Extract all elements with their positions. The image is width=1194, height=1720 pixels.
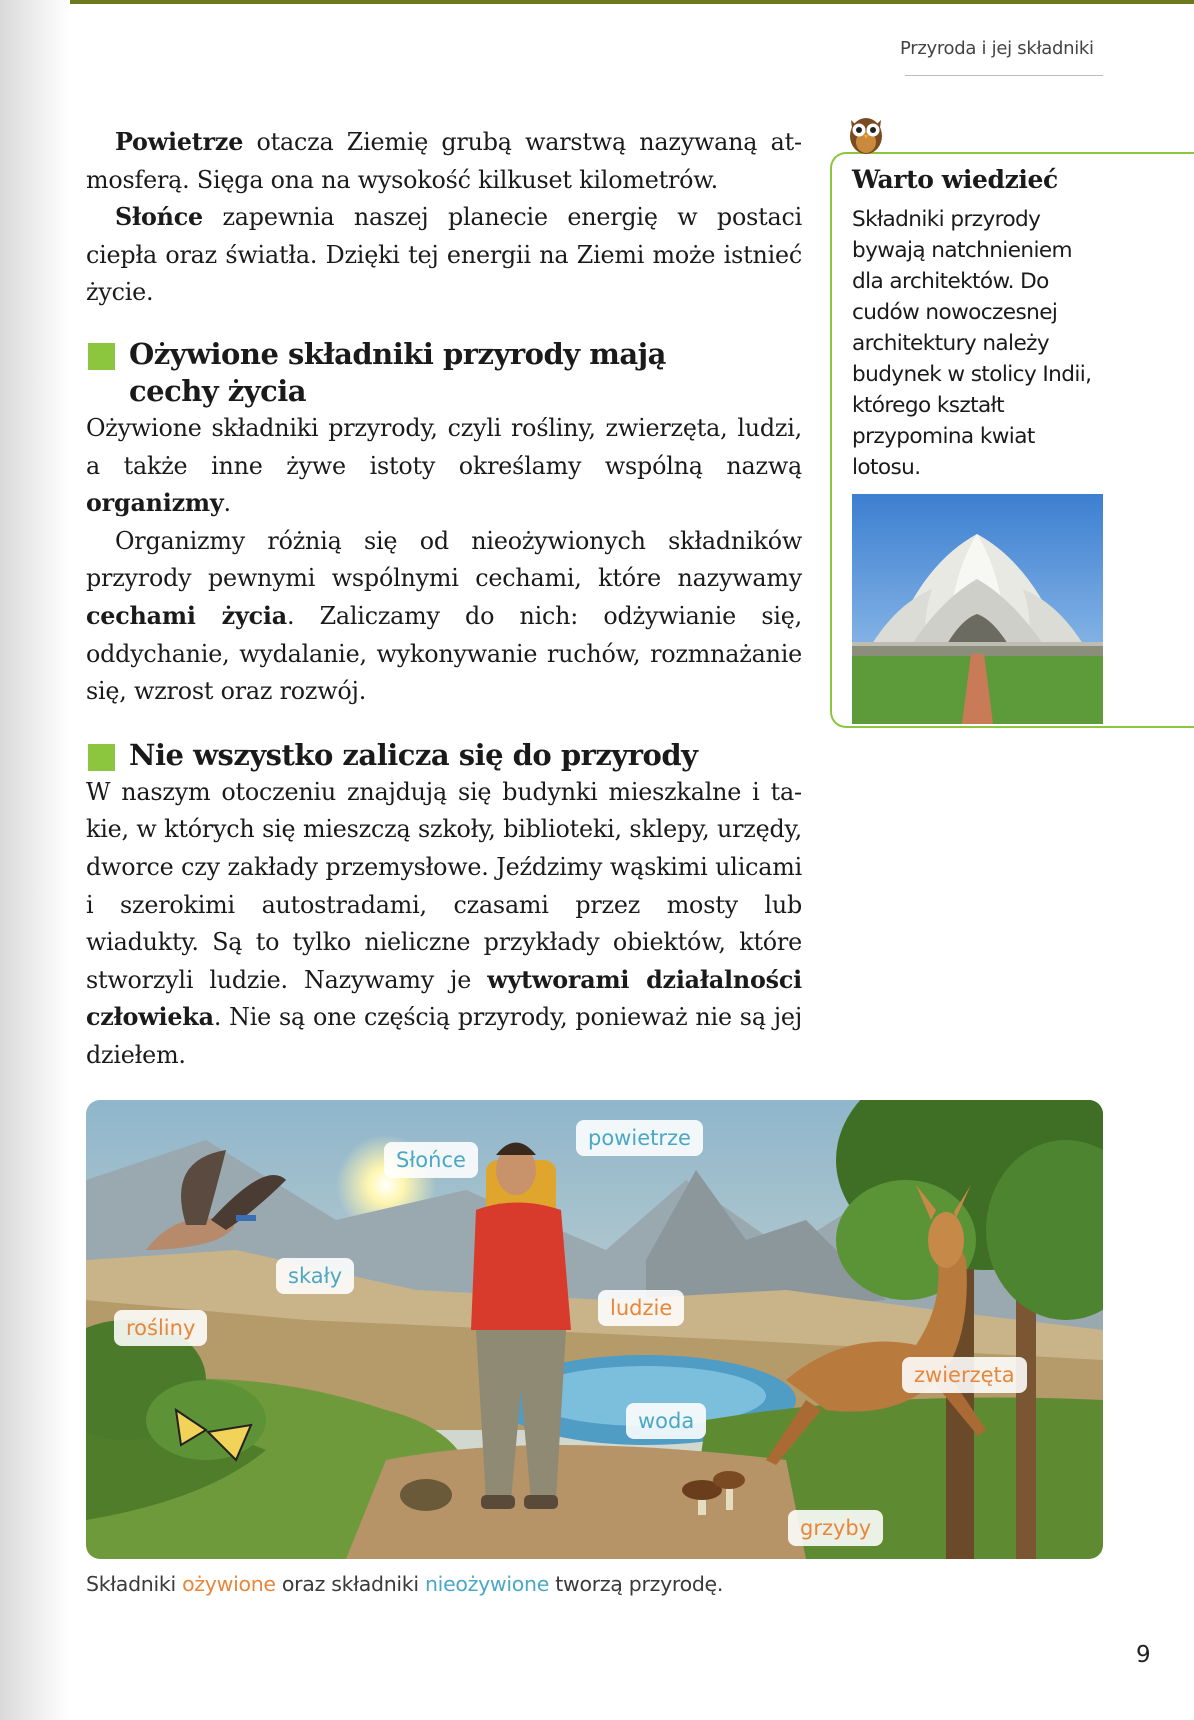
- owl-icon: [846, 108, 886, 156]
- header-rule: [905, 75, 1103, 76]
- main-text-column: [86, 124, 802, 1074]
- paragraph-sun: Słońce zapewnia naszej planecie energię w postaci ciepła oraz światła. Dzięki tej energii na Ziemi może istnieć życie.: [86, 203, 802, 307]
- book-spine-shadow: [0, 0, 70, 1720]
- label-fungi: grzyby: [788, 1510, 883, 1546]
- figure-caption: Składniki ożywione oraz składniki nieożywione tworzą przyrodę.: [86, 1572, 724, 1596]
- label-rocks: skały: [276, 1258, 354, 1294]
- lotus-temple-photo: [852, 494, 1103, 724]
- nature-illustration: [86, 1100, 1103, 1559]
- running-title: Przyroda i jej składniki: [900, 38, 1094, 59]
- top-border: [0, 0, 1194, 4]
- paragraph-human-works: W naszym otoczeniu znajdują się budynki mieszkalne i takie, w których się mieszczą szkoły, biblioteki, sklepy, urzędy, dworce czy zakłady przemysłowe. Jeździmy wąskimi ulicami i szerokimi autostradami, czasami przez mosty lub wiadukty. Są to tylko nieliczne przykłady obiektów, które stworzyli ludzie. Nazywamy je wytworami działalności człowieka. Nie są one częścią przyrody, ponieważ nie są jej dziełem.: [86, 777, 802, 1069]
- paragraph-air: Powietrze otacza Ziemię grubą warstwą nazywaną atmosferą. Sięga ona na wysokość kilkuset kilometrów.: [86, 128, 802, 194]
- label-air: powietrze: [576, 1120, 703, 1156]
- heading-square-icon: [88, 744, 115, 771]
- heading-square-icon: [88, 343, 115, 370]
- label-animals: zwierzęta: [902, 1357, 1027, 1393]
- page-number: 9: [1136, 1642, 1151, 1668]
- section-heading-living: Ożywione składniki przyrody mają cechy życia: [86, 336, 802, 410]
- label-plants: rośliny: [114, 1310, 207, 1346]
- label-sun: Słońce: [384, 1142, 478, 1178]
- paragraph-life-features: Organizmy różnią się od nieożywionych składników przyrody pewnymi wspólnymi cechami, które nazywamy cechami życia. Zaliczamy do nich: odżywianie się, oddychanie, wydalanie, wykonywanie ruchów, rozmnażanie się, wzrost oraz rozwój.: [86, 526, 802, 706]
- label-people: ludzie: [598, 1290, 684, 1326]
- toad-icon: [400, 1479, 452, 1511]
- fact-box-title: Warto wiedzieć: [852, 165, 1058, 194]
- section-heading-not-nature: Nie wszystko zalicza się do przyrody: [86, 737, 802, 774]
- paragraph-organisms: Ożywione składniki przyrody, czyli rośliny, zwierzęta, ludzi, a także inne żywe istoty określamy wspólną nazwą organizmy.: [86, 413, 802, 518]
- fact-box-text: Składniki przyrody bywają natchnieniem dla architektów. Do cudów nowoczesnej architektury należy budynek w stolicy Indii, którego kształt przypomina kwiat lotosu.: [852, 207, 1092, 480]
- landscape-drawing: [86, 1100, 1103, 1559]
- label-water: woda: [626, 1403, 706, 1439]
